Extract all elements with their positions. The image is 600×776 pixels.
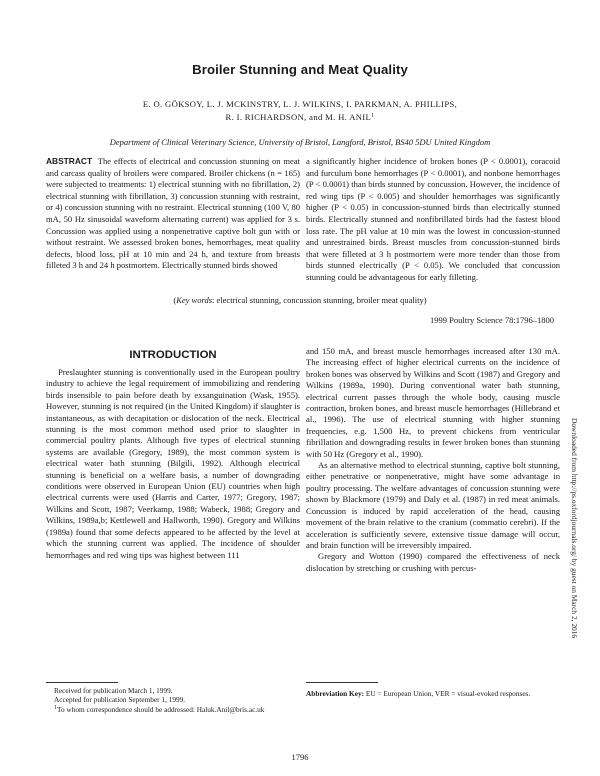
intro-right-column xyxy=(306,346,560,574)
abbreviation-divider xyxy=(306,682,378,683)
authors-line-1: E. O. GÖKSOY, L. J. MCKINSTRY, L. J. WILKINS, I. PARKMAN, A. PHILLIPS, xyxy=(142,99,458,109)
introduction-heading: INTRODUCTION xyxy=(129,349,217,361)
abstract-heading: ABSTRACT xyxy=(46,156,93,166)
intro-paragraph: and 150 mA, and breast muscle hemorrhages increased after 130 mA. The increasing effect of higher electrical currents on the incidence of broken bones was observed by Wilkins and Scott (1987) and Gregory and Wilkins (1989a, 1990). During conventional water bath stunning, electrical current passes through the whole body, causing muscle contraction, broken bones, and breast muscle hemorrhages (Hillebrand et al., 1996). The use of electrical stunning with higher stunning frequencies, e.g. 1,500 Hz, to prevent chickens from ventricular fibrillation and downgrading results in fewer broken bones than stunning with 50 Hz (Gregory et al., 1990). xyxy=(306,346,560,459)
correspondence-mark: 1 xyxy=(54,704,57,711)
footnotes xyxy=(46,686,300,714)
authors-line-2-text: R. I. RICHARDSON, and M. H. ANIL xyxy=(225,111,372,122)
intro-paragraph: Gregory and Wotton (1990) compared the effectiveness of neck dislocation by stretching or crushing with percus- xyxy=(306,551,560,573)
download-watermark-text[interactable]: Downloaded from http://ps.oxfordjournals.org/ by guest on March 2, 2016 xyxy=(570,418,579,639)
article-title: Broiler Stunning and Meat Quality xyxy=(192,62,408,77)
footnote-received: Received for publication March 1, 1999. xyxy=(54,686,173,695)
correspondence-text: To whom correspondence should be addressed: Haluk.Anil@bris.ac.uk xyxy=(57,704,265,714)
authors-line-2 xyxy=(100,111,500,124)
abbreviation-text: EU = European Union, VER = visual-evoked responses. xyxy=(365,689,531,698)
abstract-text-left: The effects of electrical and concussion stunning on meat and carcass quality of broilers were compared. Broiler chickens (n = 165) were subjected to treatments: 1) electrical stunning with no fibrillation, 2) electrical stunning with fibrillation, 3) concussion stunning with restraint, or 4) concussion stunning with no restraint. Electrical stunning (100 V, 80 mA, 50 Hz sinusoidal waveform alternating current) was applied for 3 s. Concussion was applied using a nonpenetrative captive bolt gun with or without restraint. We assessed broken bones, hemorrhages, meat quality defects, blood loss, pH at 10 min and 24 h, and texture from breasts filleted 3 h and 24 h postmortem. Electrically stunned birds showed xyxy=(46,156,300,271)
author-list xyxy=(100,98,500,123)
page-number: 1796 xyxy=(291,752,309,762)
keywords: (Key words: electrical stunning, concussion stunning, broiler meat quality) xyxy=(173,295,427,305)
abbreviation-key xyxy=(306,689,560,698)
keywords-text: electrical stunning, concussion stunning, broiler meat quality xyxy=(216,295,424,305)
footnote-divider xyxy=(46,682,118,683)
footnote-accepted: Accepted for publication September 1, 1999. xyxy=(54,695,186,705)
abstract-text-right: a significantly higher incidence of broken bones (P < 0.0001), coracoid and furculum bone hemorrhages (P < 0.0001), and nonbone hemorrhages (P < 0.0001) than birds stunned by concussion. However, the incidence of red wing tips (P < 0.005) and shoulder hemorrhages was significantly higher (P < 0.05) in concussion-stunned birds than electrically stunned birds. Electrically stunned and nonfibrillated birds had the fastest blood loss rate. The pH value at 10 min was the lowest in concussion-stunned and unrestrained birds. Breast muscles from concussion-stunned birds that were filleted at 3 h postmortem were more tender than those from birds stunned electrically (P < 0.05). We concluded that concussion stunning could be advantageous for early filleting. xyxy=(306,156,560,282)
abstract-right-column xyxy=(306,156,560,284)
journal-citation: 1999 Poultry Science 78:1796–1800 xyxy=(430,315,554,325)
abstract-left-column xyxy=(46,156,300,272)
footnote-correspondence xyxy=(46,705,300,714)
keywords-label: Key words xyxy=(176,295,213,305)
affiliation: Department of Clinical Veterinary Science, University of Bristol, Langford, Bristol, BS40 5DU United Kingdom xyxy=(109,137,491,147)
abbreviation-label: Abbreviation Key: xyxy=(306,689,365,698)
intro-paragraph: As an alternative method to electrical stunning, captive bolt stunning, either penetrative or nonpenetrative, might have some advantage in poultry processing. The welfare advantages of concussion stunning were shown by Blackmore (1979) and Daly et al. (1987) in red meat animals. Concussion is induced by rapid acceleration of the head, causing movement of the brain relative to the cranium (commatio cerebri). If the acceleration is sufficiently severe, extensive tissue damage will occur, and brain function will be irreversibly impaired. xyxy=(306,460,560,550)
intro-paragraph: Preslaughter stunning is conventionally used in the European poultry industry to achieve the legal requirement of immobilizing and rendering birds insensible to pain before death by exsanguination (Wask, 1955). However, stunning is not required (in the United Kingdom) if slaughter is instantaneous, as with decapitation or dislocation of the neck. Electrical stunning is the most common method used prior to slaughter in commercial poultry plants. Although five types of electrical stunning systems are available (Gregory, 1989), the most common system is electrical water bath stunning (Bilgili, 1992). Although electrical stunning is beneficial on a welfare basis, a number of downgrading conditions were observed in European Union (EU) countries when high electrical currents were used (Harris and Carter, 1977; Gregory, 1987; Wilkins and Scott, 1987; Veerkamp, 1988; Wabeck, 1988; Gregory and Wilkins, 1989a,b; Kettlewell and Hallworth, 1990). Gregory and Wilkins (1989a) found that some defects appeared to be affected by the level at which the stunning current was applied. The incidence of shoulder hemorrhages and red wing tips was highest between 111 xyxy=(46,367,300,560)
intro-left-column xyxy=(46,367,300,561)
author-footnote-mark: 1 xyxy=(371,112,375,119)
